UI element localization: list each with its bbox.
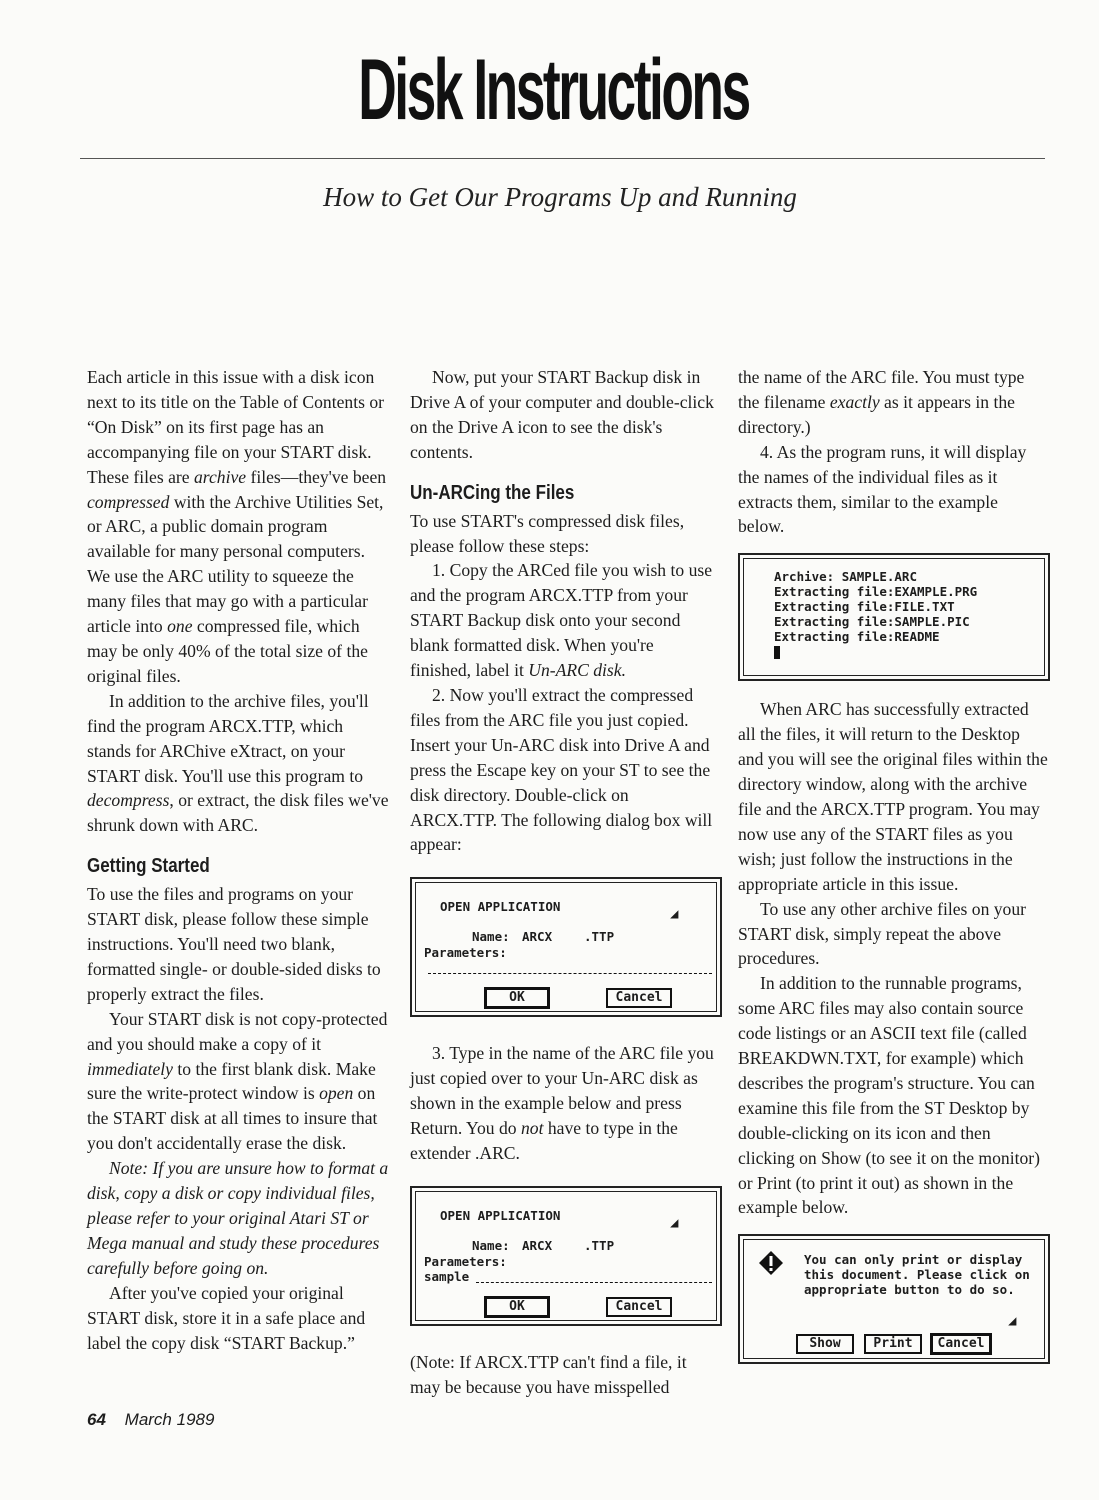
heading-getting-started: Getting Started	[87, 855, 210, 878]
output-line: Extracting file:SAMPLE.PIC	[774, 614, 970, 630]
name-label: Name:	[472, 1237, 510, 1253]
name-label: Name:	[472, 929, 510, 945]
paragraph: (Note: If ARCX.TTP can't find a file, it may be because you have misspelled	[410, 1351, 687, 1397]
paragraph: the name of the ARC file. You must type the filename exactly as it appears in the directory.)	[738, 367, 1025, 437]
show-button[interactable]: Show	[796, 1334, 854, 1354]
paragraph: 1. Copy the ARCed file you wish to use and the program ARCX.TTP from your START Backup disk onto your second blank formatted disk. When you're finished, label it Un-ARC disk.	[410, 560, 713, 681]
page-subtitle: How to Get Our Programs Up and Running	[323, 182, 797, 212]
heading-unarcing: Un-ARCing the Files	[410, 481, 575, 504]
page-footer	[87, 1410, 214, 1430]
column-3	[738, 365, 1048, 1364]
paragraph: Your START disk is not copy-protected and you should make a copy of it immediately to the first blank disk. Make sure the write-protect window is open on the START disk at all times to insure that you don't accidentally erase the disk.	[87, 1008, 388, 1154]
dialog-title: OPEN APPLICATION	[440, 899, 561, 915]
extension-label: .TTP	[584, 1237, 615, 1253]
alert-message: You can only print or display this document. Please click on appropriate button to do so.	[804, 1252, 1030, 1298]
name-field[interactable]: ARCX	[522, 1237, 553, 1253]
title-rule	[80, 158, 1045, 159]
column-2	[410, 365, 718, 1400]
paragraph: 2. Now you'll extract the compressed files from the ARC file you just copied. Insert your Un-ARC disk into Drive A and press the Escape key on your ST to see the disk directory. Double-click on ARCX.TTP. The following dialog box will appear:	[410, 684, 713, 855]
paragraph: After you've copied your original START disk, store it in a safe place and label the copy disk “START Backup.”	[87, 1282, 366, 1353]
paragraph: To use the files and programs on your START disk, please follow these simple instructions. You'll need two blank, formatted single- or double-sided disks to properly extract the files.	[87, 884, 381, 1004]
alert-dialog	[738, 1234, 1050, 1364]
extract-output-screen	[738, 553, 1050, 681]
parameters-field[interactable]: sample	[424, 1268, 470, 1284]
cancel-button[interactable]: Cancel	[930, 1333, 992, 1355]
output-line: Extracting file:EXAMPLE.PRG	[774, 584, 978, 600]
issue-date: March 1989	[124, 1410, 215, 1429]
page-title: Disk Instructions	[358, 42, 749, 138]
extension-label: .TTP	[584, 929, 615, 945]
text-cursor	[774, 646, 780, 659]
open-application-dialog-1	[410, 877, 722, 1017]
parameters-label: Parameters:	[424, 1253, 507, 1269]
paragraph: 3. Type in the name of the ARC file you just copied over to your Un-ARC disk as shown in the example below and press Return. You do not have to type in the extender .ARC.	[410, 1043, 714, 1163]
paragraph: In addition to the archive files, you'll find the program ARCX.TTP, which stands for ARChive eXtract, on your START disk. You'll use this program to decompress, or extract, the disk files we've shrunk down with ARC.	[87, 690, 389, 836]
paragraph: Each article in this issue with a disk icon next to its title on the Table of Contents or “On Disk” on its first page has an accompanying file on your START disk. These files are archive files—they've been compressed with the Archive Utilities Set, or ARC, a public domain program available for many personal computers. We use the ARC utility to squeeze the many files that may go with a particular article into one compressed file, which may be only 40% of the total size of the original files.	[87, 367, 387, 686]
ok-button[interactable]: OK	[484, 987, 550, 1009]
warning-diamond-icon	[758, 1250, 784, 1276]
output-line: Extracting file:README	[774, 629, 940, 645]
ok-button[interactable]: OK	[484, 1296, 550, 1318]
column-1	[87, 365, 391, 1355]
dialog-title: OPEN APPLICATION	[440, 1207, 561, 1223]
output-line: Archive: SAMPLE.ARC	[774, 569, 917, 585]
paragraph: To use START's compressed disk files, please follow these steps:	[410, 510, 685, 556]
mouse-pointer-icon: ◢	[1008, 1313, 1017, 1330]
mouse-pointer-icon: ◢	[670, 1214, 679, 1231]
paragraph: In addition to the runnable programs, some ARC files may also contain source code listings or an ASCII text file (called BREAKDWN.TXT, for example) which describes the program's structure. You can examine this file from the ST Desktop by double-clicking on its icon and then clicking on Show (to see it on the monitor) or Print (to print it out) as shown in the example below.	[738, 973, 1040, 1218]
mouse-pointer-icon: ◢	[670, 906, 679, 923]
output-line: Extracting file:FILE.TXT	[774, 599, 955, 615]
name-field[interactable]: ARCX	[522, 929, 553, 945]
paragraph: To use any other archive files on your START disk, simply repeat the above procedures.	[738, 898, 1027, 969]
print-button[interactable]: Print	[864, 1334, 922, 1354]
open-application-dialog-2	[410, 1186, 722, 1326]
note-paragraph: Note: If you are unsure how to format a disk, copy a disk or copy individual files, please refer to your original Atari ST or Mega manual and study these procedures carefully before going on.	[87, 1158, 389, 1278]
paragraph: Now, put your START Backup disk in Drive A of your computer and double-click on the Drive A icon to see the disk's contents.	[410, 367, 714, 462]
cancel-button[interactable]: Cancel	[606, 988, 672, 1008]
paragraph: 4. As the program runs, it will display the names of the individual files as it extracts them, similar to the example below.	[738, 441, 1027, 537]
parameters-label: Parameters:	[424, 945, 507, 961]
cancel-button[interactable]: Cancel	[606, 1297, 672, 1317]
paragraph: When ARC has successfully extracted all the files, it will return to the Desktop and you will see the original files within the directory window, along with the archive file and the ARCX.TTP program. You may now use any of the START files as you wish; just follow the instructions in the appropriate article in this issue.	[738, 699, 1048, 894]
page-number: 64	[87, 1410, 106, 1429]
